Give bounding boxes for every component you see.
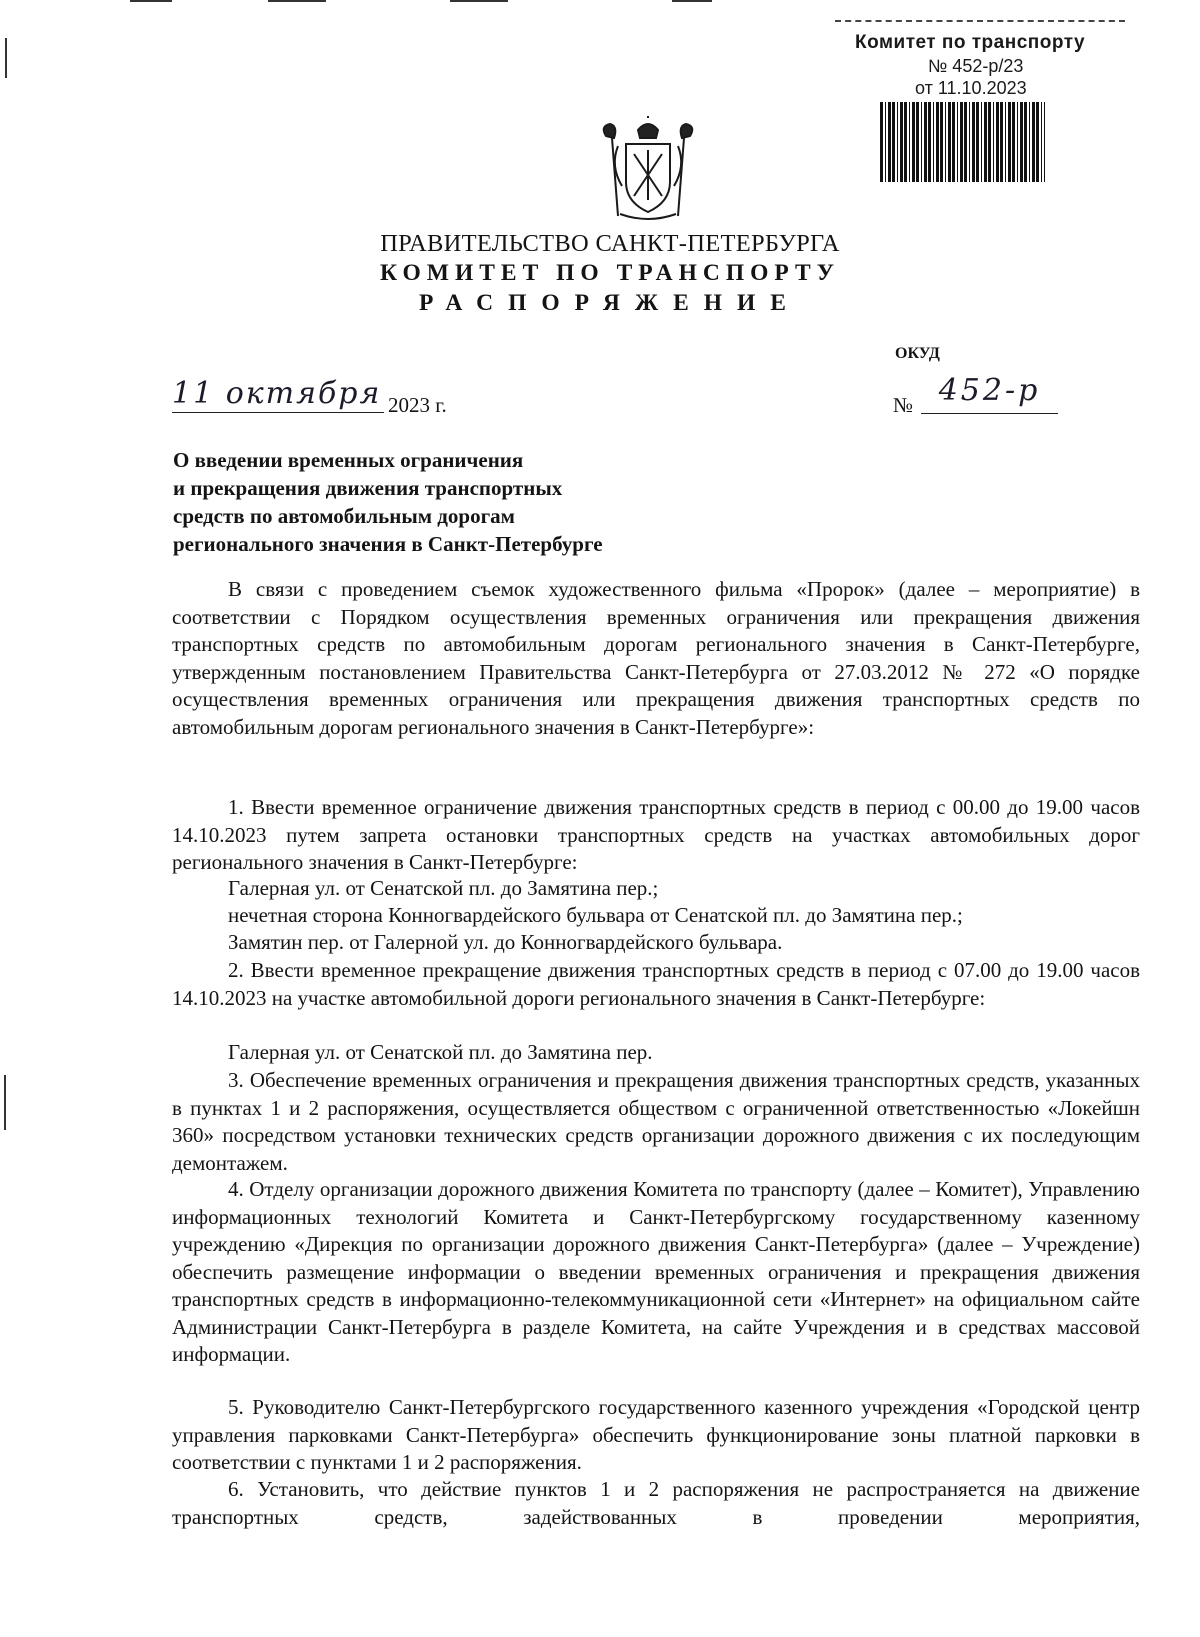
preamble-paragraph: В связи с проведением съемок художественного фильма «Пророк» (далее – мероприятие) в соответствии с Порядком осуществления временных ограничения или прекращения движения транспортных средств по автомобильным дорогам регионального значения в Санкт-Петербурге, утвержденным постановлением Правительства Санкт-Петербурга от 27.03.2012 № 272 «О порядке осуществления временных ограничения или прекращения движения транспортных средств по автомобильным дорогам регионального значения в Санкт-Петербурге»: [172,577,1140,739]
scan-edge-mark [130,0,172,2]
scan-edge-mark [4,1075,6,1130]
committee-title: КОМИТЕТ ПО ТРАНСПОРТУ [380,260,840,286]
item-1-paragraph: 1. Ввести временное ограничение движения транспортных средств в период с 00.00 до 19.00 часов 14.10.2023 путем запрета остановки транспортных средств на участках автомобильных дорог регионального значения в Санкт-Петербурге: [172,795,1140,874]
subject-line: регионального значения в Санкт-Петербурге [173,532,603,556]
item-4-paragraph: 4. Отделу организации дорожного движения Комитета по транспорту (далее – Комитет), Управлению информационных технологий Комитета и Санкт-Петербургскому государственному казенному учреждению «Дирекция по организации дорожного движения Санкт-Петербурга» (далее – Учреждение) обеспечить размещение информации о введении временных ограничения и прекращения движения транспортных средств в информационно-телекоммуникационной сети «Интернет» на официальном сайте Администрации Санкт-Петербурга в разделе Комитета, на сайте Учреждения и в средствах массовой информации. [172,1177,1140,1366]
item-1-street-1: Галерная ул. от Сенатской пл. до Замятина пер.; [228,876,659,900]
stamp-number: № 452-р/23 [928,56,1024,76]
handwritten-date: 11 октября [172,376,384,413]
stamp-dashed-line [835,20,1125,22]
item-6-paragraph: 6. Установить, что действие пунктов 1 и 2 распоряжения не распространяется на движение транспортных средств, задействованных в проведении мероприятия, [172,1477,1140,1529]
scan-edge-mark [672,0,712,2]
scan-edge-mark [450,0,508,2]
stamp-committee: Комитет по транспорту [855,32,1086,53]
item-2-street-1: Галерная ул. от Сенатской пл. до Замятина пер. [228,1040,653,1064]
subject-line: средств по автомобильным дорогам [173,504,515,528]
document-subject [173,446,733,558]
okud-label: ОКУД [895,345,940,362]
government-title: ПРАВИТЕЛЬСТВО САНКТ-ПЕТЕРБУРГА [380,230,840,257]
number-label: № [893,393,914,417]
scan-edge-mark [5,38,7,78]
coat-of-arms-emblem [598,116,698,224]
item-3-paragraph: 3. Обеспечение временных ограничения и прекращения движения транспортных средств, указанных в пунктах 1 и 2 распоряжения, осуществляется обществом с ограниченной ответственностью «Локейшн 360» посредством установки технических средств организации дорожного движения с их последующим демонтажем. [172,1068,1140,1175]
handwritten-number: 452-р [921,373,1058,414]
item-5-paragraph: 5. Руководителю Санкт-Петербургского государственного казенного учреждения «Городской центр управления парковками Санкт-Петербурга» обеспечить функционирование зоны платной парковки в соответствии с пунктами 1 и 2 распоряжения. [172,1395,1140,1474]
item-1-street-3: Замятин пер. от Галерной ул. до Конногвардейского бульвара. [228,930,783,954]
stamp-date: от 11.10.2023 [915,78,1027,98]
item-1-street-2: нечетная сторона Конногвардейского бульвара от Сенатской пл. до Замятина пер.; [228,903,963,927]
scan-edge-mark [268,0,326,2]
subject-line: и прекращения движения транспортных [173,476,563,500]
date-year: 2023 г. [388,393,447,417]
barcode [880,102,1045,182]
item-2-paragraph: 2. Ввести временное прекращение движения транспортных средств в период с 07.00 до 19.00 часов 14.10.2023 на участке автомобильной дороги регионального значения в Санкт-Петербурге: [172,958,1140,1010]
document-type: РАСПОРЯЖЕНИЕ [419,290,801,316]
subject-line: О введении временных ограничения [173,448,524,472]
